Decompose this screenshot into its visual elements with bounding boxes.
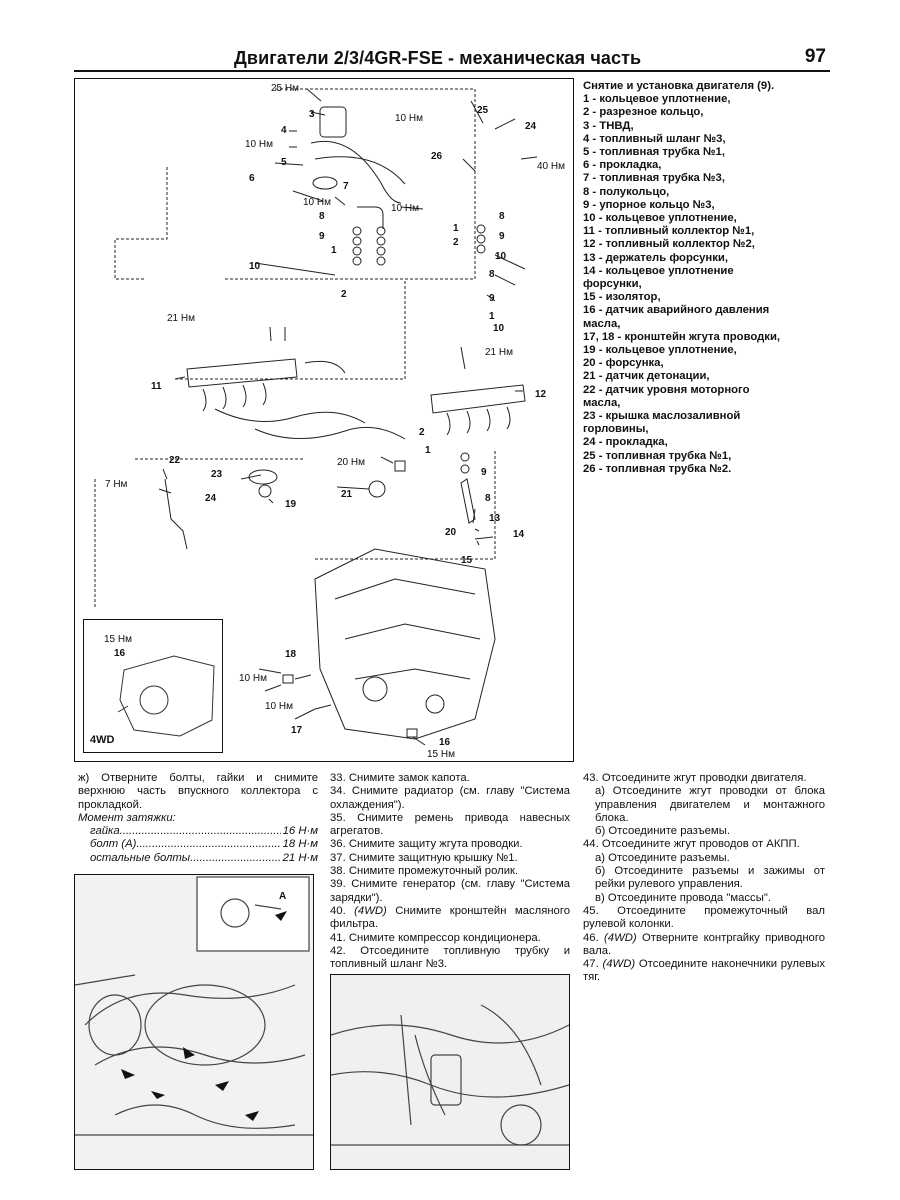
step-text: 45. Отсоедините промежуточный вал рулевой колонки. (583, 904, 825, 931)
legend-item: 23 - крышка маслозаливной (583, 410, 741, 423)
part-number: 14 (513, 529, 525, 540)
torque-row (78, 852, 318, 865)
legend-item: 24 - прокладка, (583, 436, 668, 449)
legend-item: 20 - форсунка, (583, 357, 664, 370)
part-number: 26 (431, 151, 443, 162)
photo-label: A (279, 891, 287, 902)
torque-row (78, 825, 318, 838)
part-number: 4 (281, 125, 287, 136)
part-number: 10 (495, 251, 507, 262)
part-number: 2 (341, 289, 347, 300)
part-number: 1 (331, 245, 337, 256)
exploded-diagram (74, 78, 574, 762)
legend-item: 14 - кольцевое уплотнение (583, 264, 734, 277)
legend-item: 17, 18 - кронштейн жгута проводки, (583, 330, 781, 343)
legend-item: 8 - полукольцо, (583, 185, 670, 198)
legend-item: 19 - кольцевое уплотнение, (583, 344, 737, 357)
step-text: 43. Отсоедините жгут проводки двигателя. (583, 772, 807, 784)
part-number: 8 (319, 211, 325, 222)
part-number: 7 (343, 181, 349, 192)
legend-item: 9 - упорное кольцо №3, (583, 198, 715, 211)
part-number: 13 (489, 513, 501, 524)
parts-legend (583, 80, 823, 476)
legend-item: 6 - прокладка, (583, 159, 662, 172)
step-text: 39. Снимите генератор (см. главу "Система зарядки"). (330, 878, 570, 904)
torque-label: 10 Нм (395, 113, 423, 124)
torque-label: 25 Нм (271, 83, 299, 94)
torque-label: 10 Нм (391, 203, 419, 214)
part-number: 9 (319, 231, 325, 242)
part-number: 15 (461, 555, 473, 566)
legend-item: 13 - держатель форсунки, (583, 251, 728, 264)
step-text: 36. Снимите защиту жгута проводки. (330, 838, 523, 851)
torque-label: 10 Нм (239, 673, 267, 684)
step-text: 37. Снимите защитную крышку №1. (330, 851, 518, 864)
step-body: Отверните контргайку приводного вала. (583, 931, 825, 957)
part-number: 2 (419, 427, 425, 438)
part-number: 20 (445, 527, 457, 538)
photo-drawing (331, 975, 569, 1169)
torque-title: Момент затяжки: (78, 811, 176, 824)
part-number: 12 (535, 389, 547, 400)
step-text: 35. Снимите ремень привода навесных агрегатов. (330, 811, 570, 838)
legend-item: масла, (583, 317, 621, 330)
legend-item: масла, (583, 396, 621, 409)
inset-4wd (83, 619, 223, 753)
legend-item: 25 - топливная трубка №1, (583, 449, 732, 462)
part-number: 10 (249, 261, 261, 272)
step-text: ж) Отверните болты, гайки и снимите верхнюю часть впускного коллектора с прокладкой. (78, 772, 318, 811)
part-number: 23 (211, 469, 223, 480)
substep-text: а) Отсоедините разъемы. (595, 851, 730, 864)
part-number: 3 (309, 109, 315, 120)
part-number: 9 (489, 293, 495, 304)
torque-label: 40 Нм (537, 161, 565, 172)
torque-name: остальные болты ..... (90, 852, 281, 865)
text-column-2 (330, 772, 570, 971)
step-tag: (4WD) (354, 904, 387, 917)
page-header (74, 40, 830, 72)
legend-item: 4 - топливный шланг №3, (583, 132, 726, 145)
substep-text: в) Отсоедините провода "массы". (595, 891, 771, 904)
substep-text: а) Отсоедините жгут проводки от блока управления двигателем и монтажного блока. (595, 785, 825, 824)
substep-text: б) Отсоедините разъемы. (595, 825, 730, 838)
step-text (583, 932, 825, 959)
step-prefix: 47. (583, 958, 599, 971)
part-number: 9 (481, 467, 487, 478)
part-number: 16 (114, 648, 126, 659)
part-number: 8 (485, 493, 491, 504)
legend-item: 1 - кольцевое уплотнение, (583, 93, 731, 106)
legend-item: горловины, (583, 423, 649, 436)
legend-item: 2 - разрезное кольцо, (583, 106, 704, 119)
step-text: 38. Снимите промежуточный ролик. (330, 865, 519, 878)
legend-title: Снятие и установка двигателя (9). (583, 80, 775, 92)
torque-value: 16 Н·м (282, 825, 318, 838)
part-number: 1 (425, 445, 431, 456)
intake-manifold-photo (74, 874, 314, 1170)
torque-name: гайка ..... (90, 825, 281, 838)
legend-item: 10 - кольцевое уплотнение, (583, 212, 737, 225)
legend-item: 16 - датчик аварийного давления (583, 304, 770, 317)
step-body: Отсоедините наконечники рулевых тяг. (583, 958, 826, 984)
step-text: 33. Снимите замок капота. (330, 772, 470, 784)
legend-item: форсунки, (583, 278, 642, 291)
part-number: 6 (249, 173, 255, 184)
torque-label: 10 Нм (303, 197, 331, 208)
part-number: 1 (453, 223, 459, 234)
torque-label: 15 Нм (104, 634, 132, 645)
legend-item: 26 - топливная трубка №2. (583, 462, 732, 475)
page-number: 97 (804, 46, 826, 67)
torque-row (78, 838, 318, 851)
part-number: 25 (477, 105, 489, 116)
part-number: 2 (453, 237, 459, 248)
inset-label: 4WD (90, 734, 115, 746)
torque-label: 15 Нм (427, 749, 455, 760)
torque-label: 21 Нм (485, 347, 513, 358)
step-prefix: 46. (583, 931, 599, 944)
torque-label: 10 Нм (245, 139, 273, 150)
torque-value: 18 Н·м (282, 838, 318, 851)
part-number: 19 (285, 499, 297, 510)
part-number: 8 (499, 211, 505, 222)
step-text: 42. Отсоедините топливную трубку и топливный шланг №3. (330, 944, 570, 971)
part-number: 8 (489, 269, 495, 280)
legend-item: 15 - изолятор, (583, 291, 661, 304)
legend-item: 22 - датчик уровня моторного (583, 383, 750, 396)
step-text: 41. Снимите компрессор кондиционера. (330, 931, 541, 944)
legend-item: 7 - топливная трубка №3, (583, 172, 725, 185)
step-text: 34. Снимите радиатор (см. главу "Система охлаждения"). (330, 785, 570, 811)
part-number: 5 (281, 157, 287, 168)
step-prefix: 40. (330, 904, 346, 917)
part-number: 1 (489, 311, 495, 322)
part-number: 11 (151, 381, 162, 392)
legend-item: 11 - топливный коллектор №1, (583, 225, 755, 238)
part-number: 24 (205, 493, 217, 504)
legend-item: 21 - датчик детонации, (583, 370, 710, 383)
torque-label: 20 Нм (337, 457, 365, 468)
text-column-1 (78, 772, 318, 865)
torque-label: 21 Нм (167, 313, 195, 324)
torque-name: болт (А) ..... (90, 838, 281, 851)
step-tag: (4WD) (602, 958, 636, 971)
fuel-line-photo (330, 974, 570, 1170)
legend-item: 12 - топливный коллектор №2, (583, 238, 755, 251)
step-text (330, 905, 570, 932)
step-tag: (4WD) (604, 931, 637, 944)
part-number: 18 (285, 649, 297, 660)
torque-label: 10 Нм (265, 701, 293, 712)
part-number: 24 (525, 121, 537, 132)
step-body: Снимите кронштейн масляного фильтра. (330, 904, 570, 931)
legend-item: 3 - ТНВД, (583, 119, 634, 132)
torque-value: 21 Н·м (282, 851, 318, 864)
part-number: 16 (439, 737, 451, 748)
step-text (583, 958, 825, 985)
part-number: 17 (291, 725, 303, 736)
photo-drawing (75, 875, 313, 1169)
part-number: 10 (493, 323, 505, 334)
part-number: 22 (169, 455, 181, 466)
part-number: 9 (499, 231, 505, 242)
legend-item: 5 - топливная трубка №1, (583, 146, 725, 159)
torque-label: 7 Нм (105, 479, 128, 490)
page-title: Двигатели 2/3/4GR-FSE - механическая часть (234, 48, 642, 68)
header-rule (74, 70, 830, 72)
text-column-3 (583, 772, 825, 985)
substep-text: б) Отсоедините разъемы и зажимы от рейки рулевого управления. (595, 865, 825, 891)
step-text: 44. Отсоедините жгут проводов от АКПП. (583, 838, 800, 851)
part-number: 21 (341, 489, 353, 500)
